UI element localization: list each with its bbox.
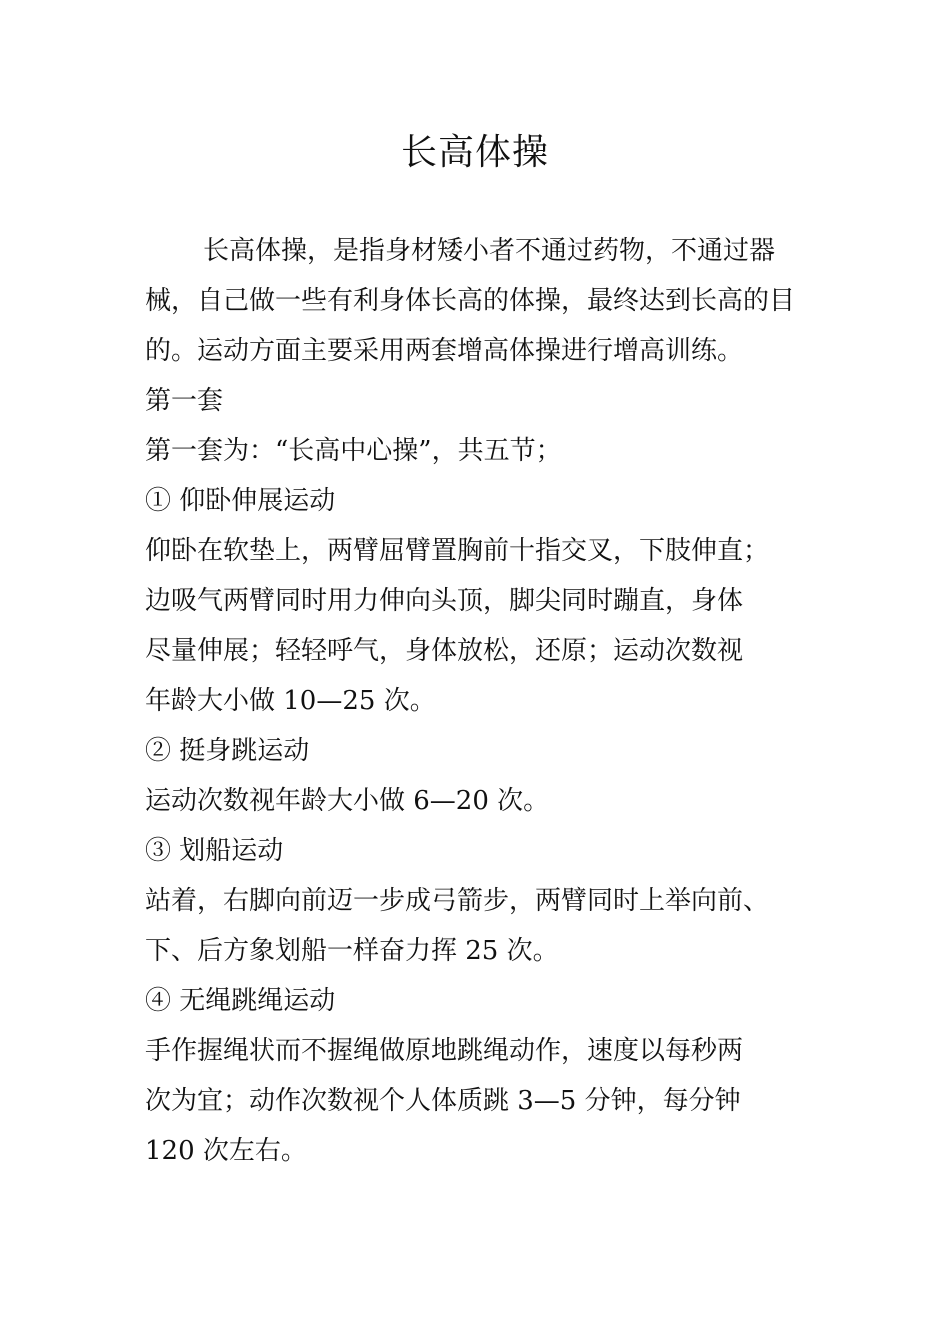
section-intro: 第一套为：“长高中心操”，共五节； (145, 436, 562, 466)
exercise-4-line: 120 次左右。 (145, 1136, 307, 1166)
exercise-1-line: 尽量伸展；轻轻呼气，身体放松，还原；运动次数视 (145, 636, 744, 666)
document-body (145, 226, 815, 1176)
exercise-1-line: 边吸气两臂同时用力伸向头顶，脚尖同时蹦直，身体 (145, 586, 744, 616)
exercise-3-description (145, 876, 815, 976)
exercise-1-line: 年龄大小做 10—25 次。 (145, 686, 436, 716)
exercise-1-line: 仰卧在软垫上，两臂屈臂置胸前十指交叉，下肢伸直； (145, 536, 770, 566)
exercise-2-heading: ② 挺身跳运动 (145, 736, 310, 766)
exercise-4-heading: ④ 无绳跳绳运动 (145, 986, 336, 1016)
exercise-3-heading: ③ 划船运动 (145, 836, 284, 866)
exercise-2-line: 运动次数视年龄大小做 6—20 次。 (145, 786, 550, 816)
intro-paragraph: 长高体操，是指身材矮小者不通过药物，不通过器械，自己做一些有利身体长高的体操，最终达到长高的目的。运动方面主要采用两套增高体操进行增高训练。 (145, 236, 796, 366)
exercise-2-description (145, 776, 815, 826)
exercise-1-description (145, 526, 815, 726)
exercise-1-heading: ① 仰卧伸展运动 (145, 486, 336, 516)
section-heading: 第一套 (145, 386, 224, 416)
exercise-3-line: 站着，右脚向前迈一步成弓箭步，两臂同时上举向前、 (145, 886, 770, 916)
exercise-3-line: 下、后方象划船一样奋力挥 25 次。 (145, 936, 559, 966)
exercise-4-description (145, 1026, 815, 1176)
exercise-4-line: 次为宜；动作次数视个人体质跳 3—5 分钟，每分钟 (145, 1086, 741, 1116)
document-title: 长高体操 (400, 132, 549, 173)
exercise-4-line: 手作握绳状而不握绳做原地跳绳动作，速度以每秒两 (145, 1036, 744, 1066)
